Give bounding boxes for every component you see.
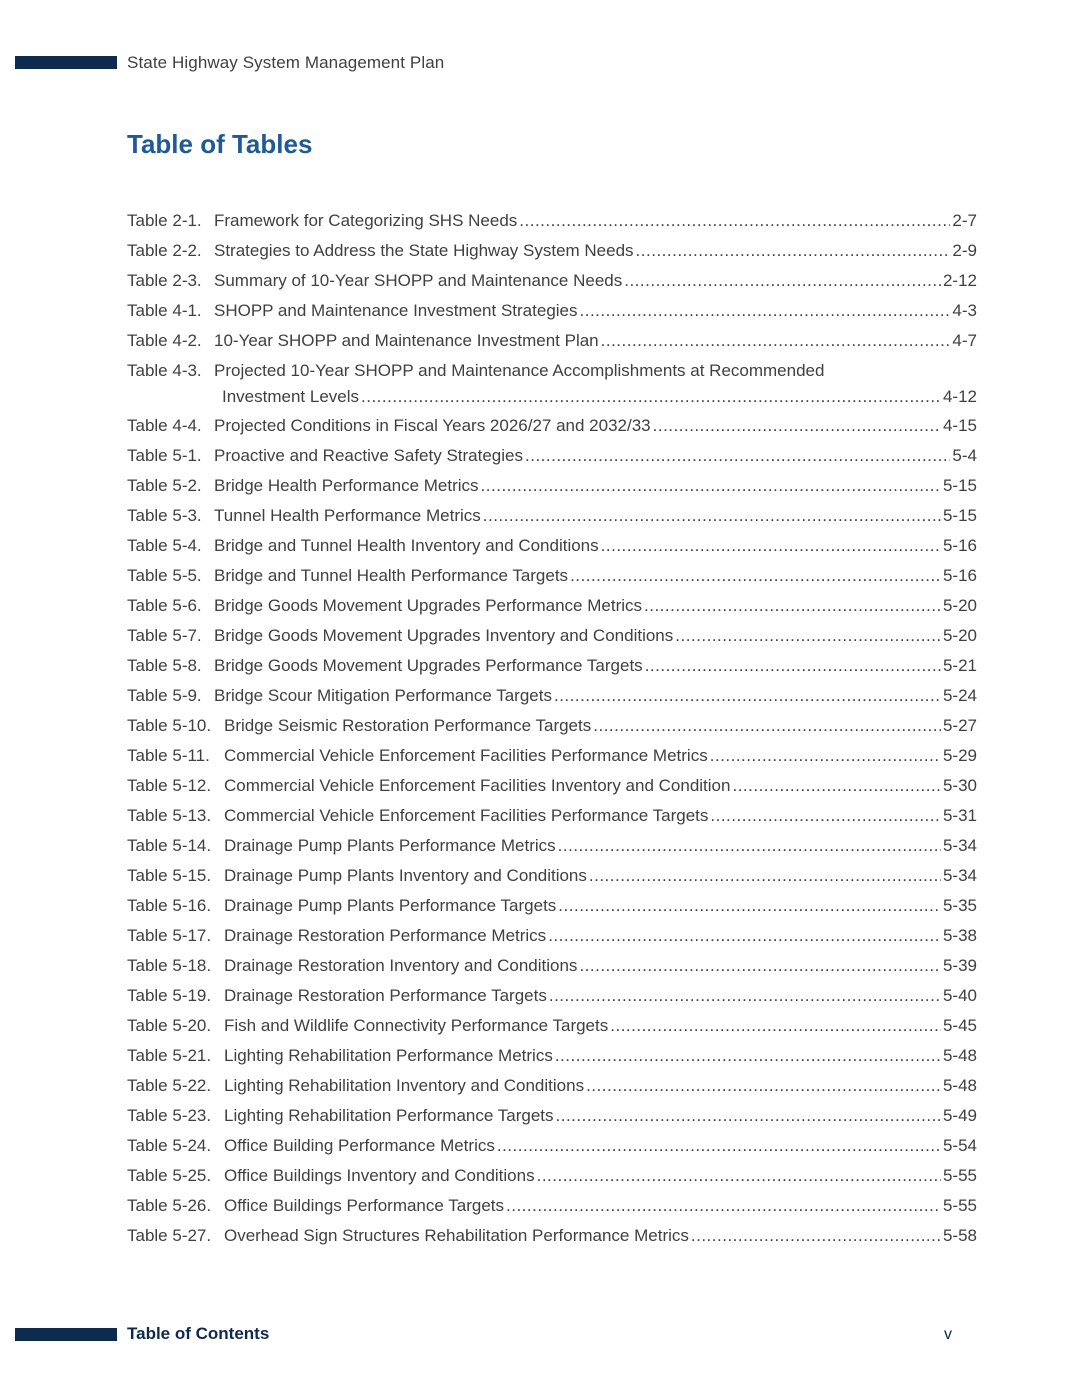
toc-entry[interactable] bbox=[127, 296, 977, 326]
toc-entry-number: Table 5-25. bbox=[127, 1166, 212, 1185]
toc-dot-leader bbox=[483, 501, 941, 531]
toc-entry-number: Table 5-7. bbox=[127, 626, 202, 645]
toc-entry-title: Commercial Vehicle Enforcement Facilities Performance Metrics bbox=[224, 746, 708, 765]
toc-entry-number: Table 5-14. bbox=[127, 836, 212, 855]
footer-section-label: Table of Contents bbox=[127, 1324, 270, 1343]
footer-page-number: v bbox=[944, 1326, 952, 1343]
toc-entry-number: Table 5-1. bbox=[127, 446, 202, 465]
toc-dot-leader bbox=[580, 296, 951, 326]
toc-entry-title: Projected Conditions in Fiscal Years 2026/27 and 2032/33 bbox=[214, 416, 651, 435]
toc-entry-title: Lighting Rehabilitation Performance Metrics bbox=[224, 1046, 553, 1065]
toc-entry[interactable] bbox=[127, 681, 977, 711]
toc-entry[interactable] bbox=[127, 501, 977, 531]
toc-entry-page: 5-4 bbox=[952, 446, 977, 465]
toc-entry[interactable] bbox=[127, 1041, 977, 1071]
toc-entry-title: Investment Levels bbox=[222, 387, 360, 406]
toc-dot-leader bbox=[549, 981, 941, 1011]
toc-dot-leader bbox=[506, 1191, 941, 1221]
toc-entry[interactable] bbox=[127, 561, 977, 591]
toc-entry[interactable] bbox=[127, 771, 977, 801]
toc-entry-page: 5-15 bbox=[942, 506, 977, 525]
toc-entry-page: 2-12 bbox=[942, 271, 977, 290]
toc-entry-page: 5-24 bbox=[942, 686, 977, 705]
toc-entry[interactable] bbox=[127, 531, 977, 561]
toc-entry-title: Bridge Seismic Restoration Performance Targets bbox=[224, 716, 592, 735]
toc-entry-page: 5-55 bbox=[942, 1196, 977, 1215]
toc-entry-page: 5-27 bbox=[942, 716, 977, 735]
toc-entry-title: Drainage Pump Plants Performance Targets bbox=[224, 896, 557, 915]
toc-entry-number: Table 5-23. bbox=[127, 1106, 212, 1125]
toc-entry[interactable] bbox=[127, 1221, 977, 1251]
toc-dot-leader bbox=[519, 206, 950, 236]
toc-entry-page: 5-20 bbox=[942, 626, 977, 645]
toc-dot-leader bbox=[710, 741, 941, 771]
toc-entry-page: 2-7 bbox=[952, 211, 977, 230]
toc-entry-title: Drainage Pump Plants Performance Metrics bbox=[224, 836, 556, 855]
toc-entry-title: Summary of 10-Year SHOPP and Maintenance Needs bbox=[214, 271, 623, 290]
toc-entry-page: 5-35 bbox=[942, 896, 977, 915]
toc-entry-number: Table 4-3. bbox=[127, 361, 202, 380]
footer-accent-bar bbox=[15, 1328, 117, 1341]
toc-dot-leader bbox=[579, 951, 941, 981]
toc-entry-number: Table 5-8. bbox=[127, 656, 202, 675]
toc-dot-leader bbox=[361, 386, 941, 408]
toc-entry[interactable] bbox=[127, 1161, 977, 1191]
toc-dot-leader bbox=[558, 891, 941, 921]
toc-dot-leader bbox=[610, 1011, 941, 1041]
toc-entry-number: Table 5-9. bbox=[127, 686, 202, 705]
toc-dot-leader bbox=[481, 471, 941, 501]
toc-entry-title: Projected 10-Year SHOPP and Maintenance Accomplishments at Recommended bbox=[214, 361, 825, 380]
toc-entry-title: Bridge Goods Movement Upgrades Performance Targets bbox=[214, 656, 643, 675]
toc-dot-leader bbox=[589, 861, 941, 891]
toc-entry-page: 5-34 bbox=[942, 836, 977, 855]
toc-dot-leader bbox=[601, 326, 951, 356]
toc-entry[interactable] bbox=[127, 591, 977, 621]
toc-entry-page: 5-49 bbox=[942, 1106, 977, 1125]
toc-entry-number: Table 5-11. bbox=[127, 746, 210, 765]
toc-entry-title: Fish and Wildlife Connectivity Performance Targets bbox=[224, 1016, 609, 1035]
toc-entry-page: 5-40 bbox=[942, 986, 977, 1005]
toc-entry-page: 5-45 bbox=[942, 1016, 977, 1035]
toc-entry[interactable] bbox=[127, 471, 977, 501]
toc-entry[interactable] bbox=[127, 206, 977, 236]
toc-entry[interactable] bbox=[127, 831, 977, 861]
toc-dot-leader bbox=[636, 236, 951, 266]
header-accent-bar bbox=[15, 56, 117, 69]
toc-entry[interactable] bbox=[127, 1101, 977, 1131]
toc-entry-number: Table 4-1. bbox=[127, 301, 202, 320]
toc-entry-number: Table 5-13. bbox=[127, 806, 212, 825]
toc-dot-leader bbox=[537, 1161, 941, 1191]
toc-entry[interactable] bbox=[127, 236, 977, 266]
toc-entry-page: 5-34 bbox=[942, 866, 977, 885]
toc-entry[interactable] bbox=[127, 711, 977, 741]
toc-entry[interactable] bbox=[127, 441, 977, 471]
toc-entry[interactable] bbox=[127, 356, 977, 411]
toc-dot-leader bbox=[525, 441, 950, 471]
toc-entry-title: Drainage Restoration Performance Targets bbox=[224, 986, 547, 1005]
toc-entry-number: Table 5-4. bbox=[127, 536, 202, 555]
toc-entry-page: 5-38 bbox=[942, 926, 977, 945]
toc-entry[interactable] bbox=[127, 861, 977, 891]
toc-entry-page: 5-48 bbox=[942, 1046, 977, 1065]
toc-entry-number: Table 2-3. bbox=[127, 271, 202, 290]
toc-entry-number: Table 2-2. bbox=[127, 241, 202, 260]
toc-dot-leader bbox=[570, 561, 941, 591]
toc-dot-leader bbox=[548, 921, 941, 951]
toc-entry-page: 5-30 bbox=[942, 776, 977, 795]
toc-entry-title: Commercial Vehicle Enforcement Facilities Performance Targets bbox=[224, 806, 709, 825]
toc-dot-leader bbox=[653, 411, 941, 441]
toc-entry-title: Commercial Vehicle Enforcement Facilities Inventory and Condition bbox=[224, 776, 731, 795]
toc-dot-leader bbox=[556, 1101, 941, 1131]
toc-dot-leader bbox=[644, 591, 941, 621]
toc-entry-number: Table 5-17. bbox=[127, 926, 212, 945]
toc-entry-page: 5-21 bbox=[942, 656, 977, 675]
toc-entry-page: 4-12 bbox=[942, 387, 977, 406]
toc-entry[interactable] bbox=[127, 266, 977, 296]
toc-entry-number: Table 4-4. bbox=[127, 416, 202, 435]
toc-dot-leader bbox=[624, 266, 941, 296]
toc-entry[interactable] bbox=[127, 411, 977, 441]
toc-entry-title: Bridge and Tunnel Health Performance Targets bbox=[214, 566, 569, 585]
table-of-tables-list bbox=[127, 206, 977, 1251]
toc-entry-number: Table 5-10. bbox=[127, 716, 212, 735]
toc-entry-number: Table 5-16. bbox=[127, 896, 212, 915]
toc-entry-number: Table 5-22. bbox=[127, 1076, 212, 1095]
toc-dot-leader bbox=[554, 681, 941, 711]
toc-entry-title: Drainage Restoration Performance Metrics bbox=[224, 926, 547, 945]
toc-entry-title: Drainage Restoration Inventory and Conditions bbox=[224, 956, 578, 975]
toc-entry[interactable] bbox=[127, 1071, 977, 1101]
toc-entry[interactable] bbox=[127, 1011, 977, 1041]
toc-entry-page: 5-58 bbox=[942, 1226, 977, 1245]
toc-entry[interactable] bbox=[127, 921, 977, 951]
toc-entry-title: Bridge Goods Movement Upgrades Inventory and Conditions bbox=[214, 626, 674, 645]
toc-entry-title: Drainage Pump Plants Inventory and Conditions bbox=[224, 866, 587, 885]
toc-entry-title: Overhead Sign Structures Rehabilitation Performance Metrics bbox=[224, 1226, 689, 1245]
toc-entry-number: Table 5-3. bbox=[127, 506, 202, 525]
toc-entry-title: 10-Year SHOPP and Maintenance Investment Plan bbox=[214, 331, 599, 350]
toc-entry-page: 4-3 bbox=[952, 301, 977, 320]
toc-dot-leader bbox=[710, 801, 941, 831]
toc-entry[interactable] bbox=[127, 801, 977, 831]
toc-entry-number: Table 5-19. bbox=[127, 986, 212, 1005]
toc-entry-title: SHOPP and Maintenance Investment Strategies bbox=[214, 301, 578, 320]
toc-entry-title: Tunnel Health Performance Metrics bbox=[214, 506, 481, 525]
toc-dot-leader bbox=[601, 531, 941, 561]
toc-entry-title: Office Buildings Performance Targets bbox=[224, 1196, 505, 1215]
toc-entry-title: Office Buildings Inventory and Conditions bbox=[224, 1166, 535, 1185]
toc-entry-title: Lighting Rehabilitation Inventory and Conditions bbox=[224, 1076, 585, 1095]
toc-entry-page: 5-55 bbox=[942, 1166, 977, 1185]
toc-entry-page: 5-48 bbox=[942, 1076, 977, 1095]
toc-entry-title: Bridge and Tunnel Health Inventory and Conditions bbox=[214, 536, 599, 555]
toc-entry[interactable] bbox=[127, 621, 977, 651]
page-title: Table of Tables bbox=[127, 129, 313, 159]
toc-entry-title: Lighting Rehabilitation Performance Targets bbox=[224, 1106, 554, 1125]
toc-entry[interactable] bbox=[127, 891, 977, 921]
toc-entry-title: Framework for Categorizing SHS Needs bbox=[214, 211, 518, 230]
toc-entry-number: Table 5-26. bbox=[127, 1196, 212, 1215]
toc-entry-number: Table 5-12. bbox=[127, 776, 212, 795]
toc-entry-page: 5-15 bbox=[942, 476, 977, 495]
toc-dot-leader bbox=[691, 1221, 941, 1251]
toc-entry-number: Table 5-2. bbox=[127, 476, 202, 495]
toc-entry-number: Table 5-27. bbox=[127, 1226, 212, 1245]
toc-entry-number: Table 2-1. bbox=[127, 211, 202, 230]
toc-entry-number: Table 5-20. bbox=[127, 1016, 212, 1035]
toc-entry-page: 5-39 bbox=[942, 956, 977, 975]
toc-dot-leader bbox=[497, 1131, 941, 1161]
toc-entry-page: 5-16 bbox=[942, 566, 977, 585]
toc-entry-page: 5-16 bbox=[942, 536, 977, 555]
toc-entry[interactable] bbox=[127, 951, 977, 981]
toc-entry-number: Table 5-6. bbox=[127, 596, 202, 615]
toc-entry[interactable] bbox=[127, 1131, 977, 1161]
toc-entry-page: 4-15 bbox=[942, 416, 977, 435]
toc-entry-title: Bridge Goods Movement Upgrades Performance Metrics bbox=[214, 596, 643, 615]
toc-entry-title: Office Building Performance Metrics bbox=[224, 1136, 495, 1155]
toc-entry-number: Table 5-5. bbox=[127, 566, 202, 585]
toc-entry-number: Table 5-21. bbox=[127, 1046, 212, 1065]
toc-entry-page: 5-29 bbox=[942, 746, 977, 765]
toc-dot-leader bbox=[645, 651, 941, 681]
toc-dot-leader bbox=[586, 1071, 941, 1101]
toc-entry-number: Table 4-2. bbox=[127, 331, 202, 350]
toc-dot-leader bbox=[593, 711, 941, 741]
toc-entry-title: Proactive and Reactive Safety Strategies bbox=[214, 446, 523, 465]
toc-entry[interactable] bbox=[127, 651, 977, 681]
toc-entry-number: Table 5-15. bbox=[127, 866, 212, 885]
toc-dot-leader bbox=[675, 621, 941, 651]
toc-entry[interactable] bbox=[127, 981, 977, 1011]
toc-entry[interactable] bbox=[127, 1191, 977, 1221]
toc-entry-page: 5-20 bbox=[942, 596, 977, 615]
toc-entry-number: Table 5-18. bbox=[127, 956, 212, 975]
toc-entry-title: Strategies to Address the State Highway System Needs bbox=[214, 241, 634, 260]
toc-entry-title: Bridge Health Performance Metrics bbox=[214, 476, 479, 495]
toc-dot-leader bbox=[558, 831, 941, 861]
toc-entry-number: Table 5-24. bbox=[127, 1136, 212, 1155]
toc-entry[interactable] bbox=[127, 326, 977, 356]
toc-entry-title: Bridge Scour Mitigation Performance Targets bbox=[214, 686, 552, 705]
toc-dot-leader bbox=[555, 1041, 941, 1071]
toc-entry-page: 5-31 bbox=[942, 806, 977, 825]
toc-entry-page: 5-54 bbox=[942, 1136, 977, 1155]
toc-entry-page: 4-7 bbox=[952, 331, 977, 350]
toc-entry-page: 2-9 bbox=[952, 241, 977, 260]
toc-entry[interactable] bbox=[127, 741, 977, 771]
toc-dot-leader bbox=[732, 771, 941, 801]
document-title: State Highway System Management Plan bbox=[127, 53, 445, 72]
